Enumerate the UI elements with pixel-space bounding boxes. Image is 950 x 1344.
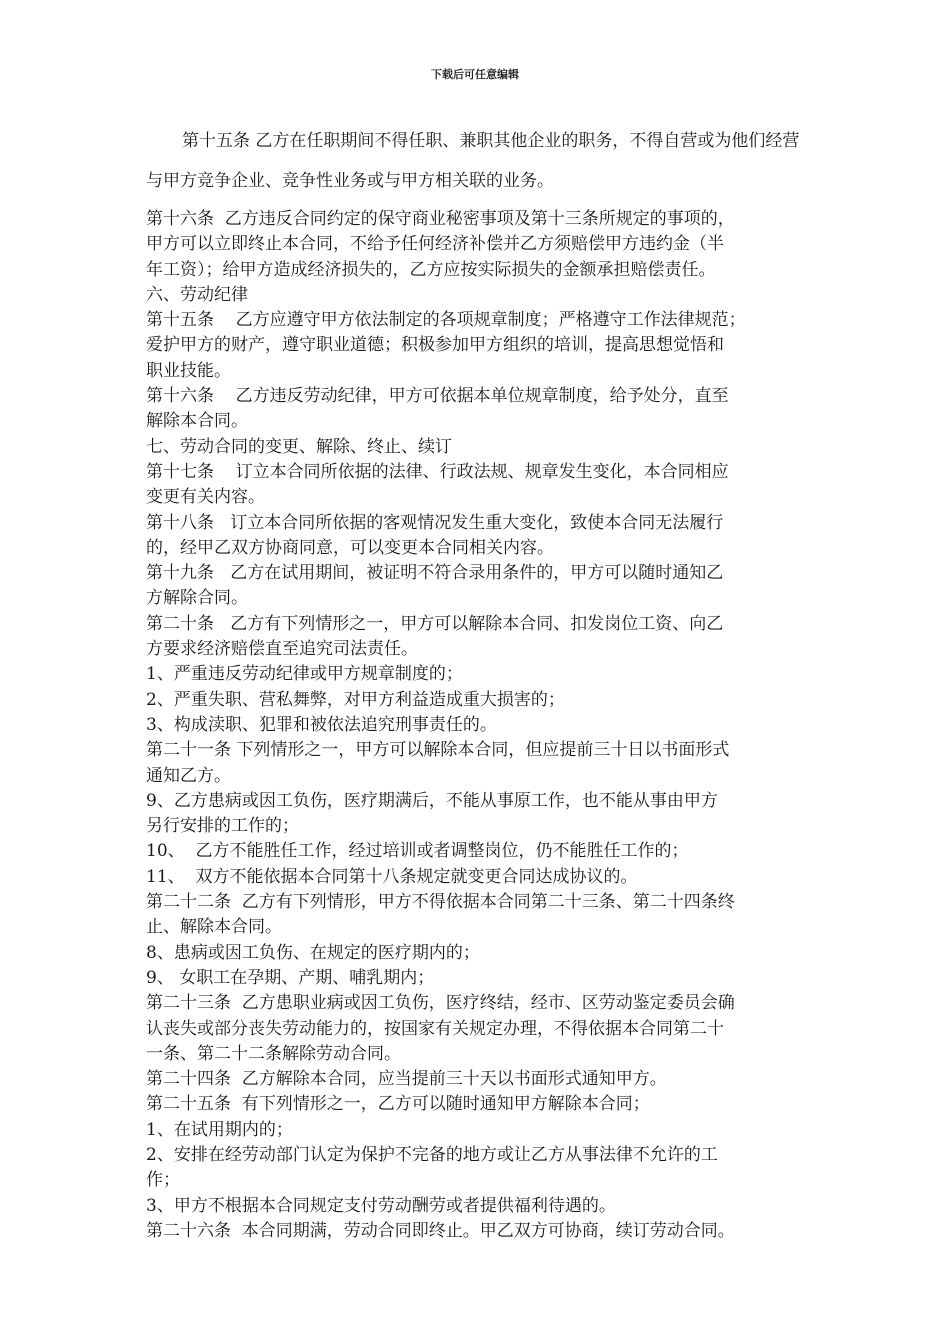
text-line: 3、甲方不根据本合同规定支付劳动酬劳或者提供福利待遇的。 [146,1195,616,1216]
text-line: 2、安排在经劳动部门认定为保护不完备的地方或让乙方从事法律不允许的工 [146,1144,718,1165]
text-line: 第二十一条 下列情形之一，甲方可以解除本合同，但应提前三十日以书面形式 [146,740,730,761]
text-line: 第二十条 乙方有下列情形之一，甲方可以解除本合同、扣发岗位工资、向乙 [146,613,724,634]
text-line: 另行安排的工作的； [146,816,299,837]
text-line: 第十六条 乙方违反劳动纪律，甲方可依据本单位规章制度，给予处分，直至 [146,386,729,407]
document-page [146,121,808,1244]
text-line: 认丧失或部分丧失劳动能力的，按国家有关规定办理，不得依据本合同第二十 [146,1018,724,1039]
text-line: 方要求经济赔偿直至追究司法责任。 [146,639,418,660]
text-line: 第十五条 乙方应遵守甲方依法制定的各项规章制度；严格遵守工作法律规范； [146,310,746,331]
text-line: 1、在试用期内的； [146,1119,293,1140]
text-line: 六、劳动纪律 [146,284,248,305]
text-line: 第十七条 订立本合同所依据的法律、行政法规、规章发生变化，本合同相应 [146,461,729,482]
text-line: 解除本合同。 [146,411,248,432]
text-line: 一条、第二十二条解除劳动合同。 [146,1043,401,1064]
text-line: 1、严重违反劳动纪律或甲方规章制度的； [146,664,463,685]
text-line: 甲方可以立即终止本合同，不给予任何经济补偿并乙方须赔偿甲方违约金（半 [146,234,724,255]
article-15-paragraph: 第十五条 乙方在任职期间不得任职、兼职其他企业的职务，不得自营或为他们经营与甲方竞争企业、竞争性业务或与甲方相关联的业务。 [146,131,800,191]
text-line: 第二十五条 有下列情形之一，乙方可以随时通知甲方解除本合同； [146,1094,650,1115]
text-line: 作； [146,1170,180,1191]
text-line: 10、 乙方不能胜任工作，经过培训或者调整岗位，仍不能胜任工作的； [146,841,689,862]
download-note: 下载后可任意编辑 [431,68,519,81]
text-line: 2、严重失职、营私舞弊，对甲方利益造成重大损害的； [146,689,565,710]
text-line: 8、患病或因工负伤、在规定的医疗期内的； [146,942,480,963]
text-line: 变更有关内容。 [146,487,265,508]
text-line: 第二十二条 乙方有下列情形，甲方不得依据本合同第二十三条、第二十四条终 [146,892,735,913]
text-line: 第二十四条 乙方解除本合同，应当提前三十天以书面形式通知甲方。 [146,1069,667,1090]
text-line: 七、劳动合同的变更、解除、终止、续订 [146,436,452,457]
document-body [146,207,808,1244]
text-line: 第二十三条 乙方患职业病或因工负伤，医疗终结，经市、区劳动鉴定委员会确 [146,993,735,1014]
text-line: 第二十六条 本合同期满，劳动合同即终止。甲乙双方可协商，续订劳动合同。 [146,1220,735,1241]
text-line: 通知乙方。 [146,765,231,786]
text-line: 止、解除本合同。 [146,917,282,938]
text-line: 3、构成渎职、犯罪和被依法追究刑事责任的。 [146,714,497,735]
text-line: 职业技能。 [146,360,231,381]
text-line: 方解除合同。 [146,588,248,609]
text-line: 爱护甲方的财产，遵守职业道德；积极参加甲方组织的培训，提高思想觉悟和 [146,335,724,356]
text-line: 第十六条 乙方违反合同约定的保守商业秘密事项及第十三条所规定的事项的， [146,209,735,229]
text-line: 9、乙方患病或因工负伤，医疗期满后，不能从事原工作，也不能从事由甲方 [146,790,718,811]
text-line: 9、 女职工在孕期、产期、哺乳期内； [146,967,435,988]
text-line: 11、 双方不能依据本合同第十八条规定就变更合同达成协议的。 [146,866,638,887]
text-line: 第十九条 乙方在试用期间，被证明不符合录用条件的，甲方可以随时通知乙 [146,563,724,584]
text-line: 年工资）；给甲方造成经济损失的，乙方应按实际损失的金额承担赔偿责任。 [146,259,716,280]
text-line: 第十八条 订立本合同所依据的客观情况发生重大变化，致使本合同无法履行 [146,512,724,533]
text-line: 的，经甲乙双方协商同意，可以变更本合同相关内容。 [146,537,554,558]
